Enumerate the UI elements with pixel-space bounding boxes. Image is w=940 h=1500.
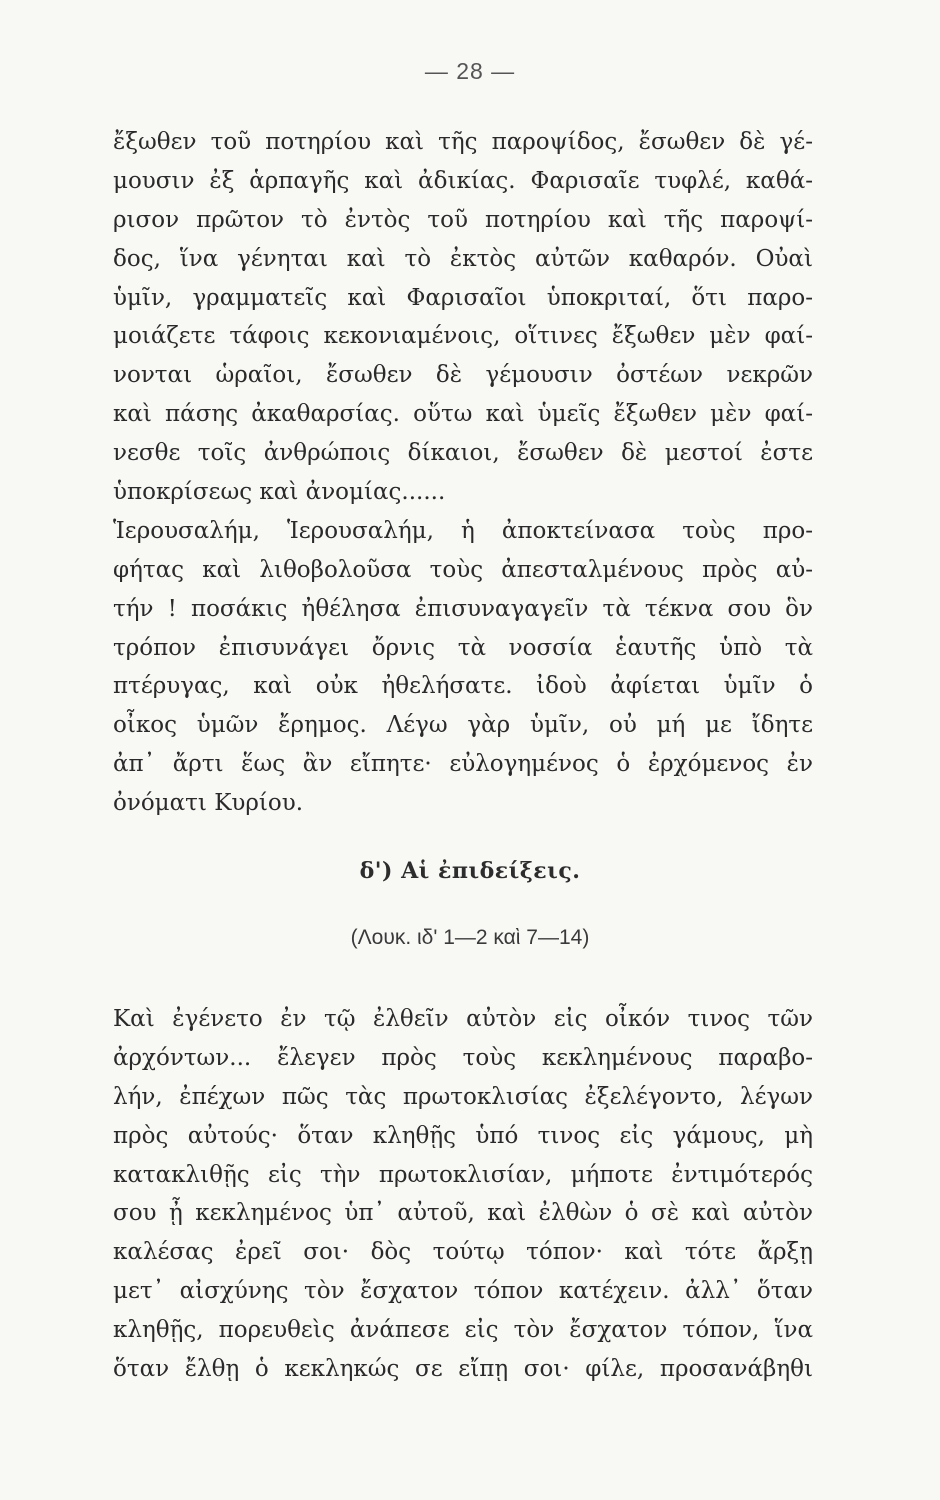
text-line: ὅταν ἔλθῃ ὁ κεκληκώς σε εἴπῃ σοι· φίλε, προσανάβηθι bbox=[113, 1356, 813, 1383]
text-line: ὑποκρίσεως καὶ ἀνομίας...... bbox=[113, 479, 446, 506]
text-line: ὑμῖν, γραμματεῖς καὶ Φαρισαῖοι ὑποκριταί, ὅτι παρο- bbox=[113, 284, 813, 311]
passage-pharisees bbox=[113, 123, 813, 823]
text-line: πτέρυγας, καὶ οὐκ ἠθελήσατε. ἰδοὺ ἀφίεται ὑμῖν ὁ bbox=[113, 673, 813, 700]
text-line: ἔξωθεν τοῦ ποτηρίου καὶ τῆς παροψίδος, ἔσωθεν δὲ γέ- bbox=[113, 129, 813, 155]
text-line: τρόπον ἐπισυνάγει ὄρνις τὰ νοσσία ἑαυτῆς ὑπὸ τὰ bbox=[113, 634, 813, 661]
text-line: σου ᾖ κεκλημένος ὑπ᾽ αὐτοῦ, καὶ ἐλθὼν ὁ σὲ καὶ αὐτὸν bbox=[113, 1200, 813, 1227]
text-line: λήν, ἐπέχων πῶς τὰς πρωτοκλισίας ἐξελέγοντο, λέγων bbox=[113, 1083, 813, 1110]
text-line: τήν ! ποσάκις ἠθέλησα ἐπισυναγαγεῖν τὰ τέκνα σου ὃν bbox=[113, 595, 813, 622]
text-line: φήτας καὶ λιθοβολοῦσα τοὺς ἀπεσταλμένους πρὸς αὐ- bbox=[113, 556, 813, 583]
text-line: ὀνόματι Κυρίου. bbox=[113, 790, 304, 817]
text-line: κληθῇς, πορευθεὶς ἀνάπεσε εἰς τὸν ἔσχατον τόπον, ἵνα bbox=[113, 1317, 813, 1344]
page-number: — 28 — bbox=[424, 58, 516, 84]
scripture-reference: (Λουκ. ιδ' 1—2 καὶ 7—14) bbox=[350, 926, 590, 949]
text-line: οἶκος ὑμῶν ἔρημος. Λέγω γὰρ ὑμῖν, οὐ μή με ἴδητε bbox=[113, 712, 813, 739]
text-line: Ἱερουσαλήμ, Ἱερουσαλήμ, ἡ ἀποκτείνασα τοὺς προ- bbox=[113, 517, 813, 544]
text-line: καὶ πάσης ἀκαθαρσίας. οὕτω καὶ ὑμεῖς ἔξωθεν μὲν φαί- bbox=[113, 401, 813, 428]
text-line: ἀρχόντων... ἔλεγεν πρὸς τοὺς κεκλημένους παραβο- bbox=[113, 1044, 813, 1071]
text-line: δος, ἵνα γένηται καὶ τὸ ἐκτὸς αὐτῶν καθαρόν. Οὐαὶ bbox=[113, 245, 813, 272]
text-line: καλέσας ἐρεῖ σοι· δὸς τούτῳ τόπον· καὶ τότε ἄρξῃ bbox=[113, 1239, 813, 1266]
text-line: ρισον πρῶτον τὸ ἐντὸς τοῦ ποτηρίου καὶ τῆς παροψί- bbox=[113, 206, 813, 233]
text-line: νονται ὡραῖοι, ἔσωθεν δὲ γέμουσιν ὀστέων νεκρῶν bbox=[113, 362, 813, 389]
text-line: ἀπ᾽ ἄρτι ἕως ἂν εἴπητε· εὐλογημένος ὁ ἐρχόμενος ἐν bbox=[113, 751, 813, 778]
section-heading: δ') Αἱ ἐπιδείξεις. bbox=[359, 858, 581, 884]
text-line: νεσθε τοῖς ἀνθρώποις δίκαιοι, ἔσωθεν δὲ μεστοί ἐστε bbox=[113, 440, 813, 467]
text-line: μοιάζετε τάφοις κεκονιαμένοις, οἵτινες ἔξωθεν μὲν φαί- bbox=[113, 323, 813, 350]
text-line: μετ᾽ αἰσχύνης τὸν ἔσχατον τόπον κατέχειν. ἀλλ᾽ ὅταν bbox=[113, 1278, 813, 1305]
text-line: Καὶ ἐγένετο ἐν τῷ ἐλθεῖν αὐτὸν εἰς οἶκόν τινος τῶν bbox=[113, 1006, 813, 1032]
text-line: κατακλιθῇς εἰς τὴν πρωτοκλισίαν, μήποτε ἐντιμότερός bbox=[113, 1161, 813, 1188]
passage-banquet bbox=[113, 1000, 813, 1389]
text-line: πρὸς αὐτούς· ὅταν κληθῇς ὑπό τινος εἰς γάμους, μὴ bbox=[113, 1122, 813, 1149]
text-line: μουσιν ἐξ ἁρπαγῆς καὶ ἀδικίας. Φαρισαῖε τυφλέ, καθά- bbox=[113, 167, 813, 194]
